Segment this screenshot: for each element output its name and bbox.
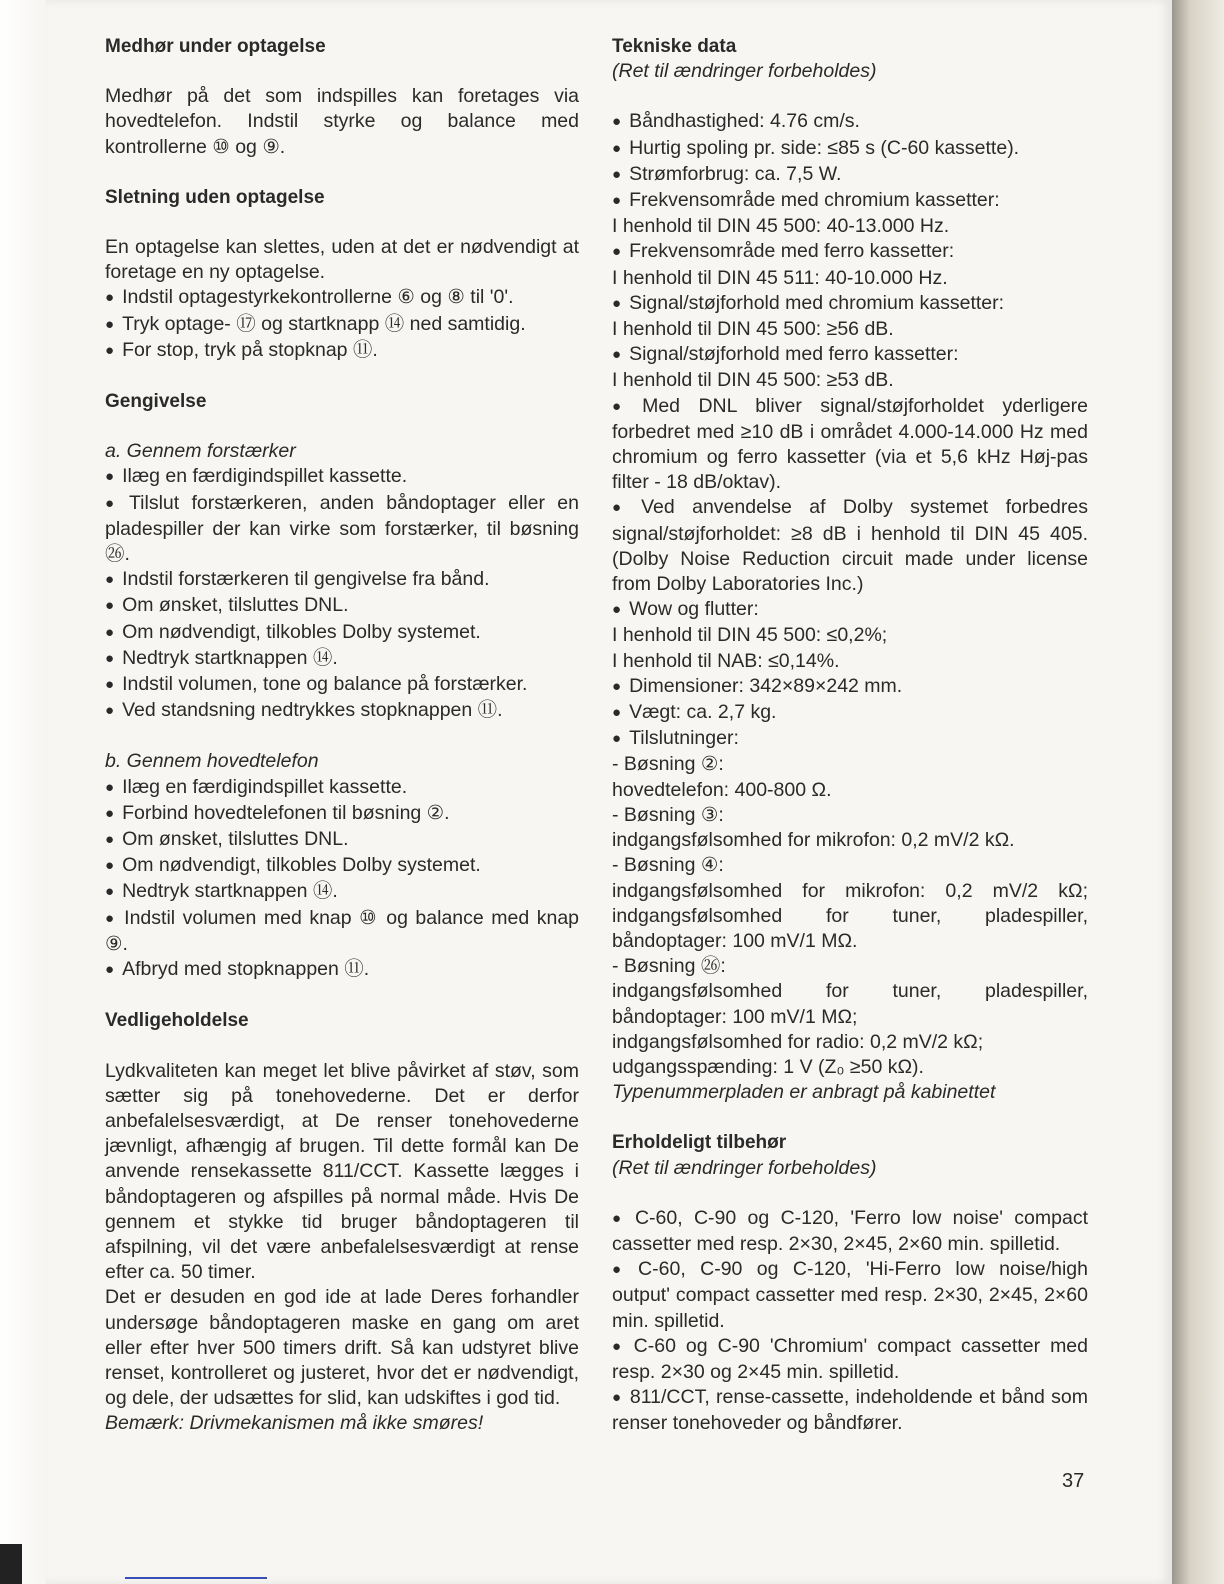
spec-line: - Bøsning ㉖: bbox=[612, 955, 726, 978]
spec-line: - Bøsning ②: bbox=[612, 753, 724, 776]
spec-line: I henhold til DIN 45 511: 40-10.000 Hz. bbox=[612, 266, 948, 289]
spec-line: ● Ved anvendelse af Dolby systemet forbedres signal/støjforholdet: ≥8 dB i henhold til DIN 45 405. (Dolby Noise Reduction circuit made under license from Dolby Laboratories Inc.) bbox=[612, 495, 1088, 597]
list-item: ● Tilslut forstærkeren, anden båndoptager eller en pladespiller der kan virke som forstærker, til bøsning ㉖. bbox=[105, 491, 579, 568]
list-item: ● Tryk optage- ⑰ og startknapp ⑭ ned samtidig. bbox=[105, 312, 579, 338]
spec-line: ● Tilslutninger: bbox=[612, 726, 1088, 752]
scan-shadow bbox=[0, 1544, 22, 1584]
heading-vedligeholdelse: Vedligeholdelse bbox=[105, 1010, 249, 1032]
spec-line: hovedtelefon: 400-800 Ω. bbox=[612, 778, 832, 801]
spec-line: ● Hurtig spoling pr. side: ≤85 s (C-60 kassette). bbox=[612, 136, 1088, 162]
spec-line: indgangsfølsomhed for mikrofon: 0,2 mV/2 kΩ. bbox=[612, 829, 1015, 852]
spec-line: I henhold til DIN 45 500: 40-13.000 Hz. bbox=[612, 215, 950, 238]
spec-line: ● Frekvensområde med ferro kassetter: bbox=[612, 239, 1088, 265]
list-item: ● Om nødvendigt, tilkobles Dolby systemet. bbox=[105, 853, 579, 879]
spec-line: ● Vægt: ca. 2,7 kg. bbox=[612, 700, 1088, 726]
subtitle-forbehold: (Ret til ændringer forbeholdes) bbox=[612, 60, 877, 83]
list-item: ● C-60, C-90 og C-120, 'Hi-Ferro low noise/high output' compact cassetter med resp. 2×30, 2×45, 2×60 min. spilletid. bbox=[612, 1257, 1088, 1334]
subheading-b: b. Gennem hovedtelefon bbox=[105, 750, 319, 773]
spec-line: ● Wow og flutter: bbox=[612, 597, 1088, 623]
spec-line: indgangsfølsomhed for radio: 0,2 mV/2 kΩ; bbox=[612, 1030, 984, 1053]
list-item: ● Ilæg en færdigindspillet kassette. bbox=[105, 775, 579, 801]
right-column bbox=[612, 34, 1088, 1437]
subheading-a: a. Gennem forstærker bbox=[105, 440, 296, 463]
list-item: ● Forbind hovedtelefonen til bøsning ②. bbox=[105, 801, 579, 827]
list-item: ● C-60, C-90 og C-120, 'Ferro low noise' compact cassetter med resp. 2×30, 2×45, 2×60 min. spilletid. bbox=[612, 1206, 1088, 1257]
page-edge bbox=[1172, 0, 1224, 1584]
list-item: ● C-60 og C-90 'Chromium' compact cassetter med resp. 2×30 og 2×45 min. spilletid. bbox=[612, 1334, 1088, 1385]
spec-line: indgangsfølsomhed for tuner, pladespiller, båndoptager: 100 mV/1 MΩ; bbox=[612, 980, 1088, 1028]
paragraph-vedligehold-1: Lydkvaliteten kan meget let blive påvirket af støv, som sætter sig på tonehovederne. Det er derfor anbefalelsesværdigt, at De renser tonehovederne jævnligt, afhængig af brugen. Til dette formål kan De anvende rensekassette 811/CCT. Kassette lægges i båndoptageren og afspilles på normal måde. Hvis De gennem et stykke tid bruger båndoptageren til afspilning, vil det være anbefalelsesværdigt at rense efter ca. 50 timer. bbox=[105, 1059, 579, 1284]
list-item: ● Ved standsning nedtrykkes stopknappen ⑪. bbox=[105, 698, 579, 724]
list-item: ● Nedtryk startknappen ⑭. bbox=[105, 879, 579, 905]
scan-mark bbox=[125, 1577, 267, 1579]
heading-tekniske-data: Tekniske data bbox=[612, 36, 737, 57]
list-item: ● Om ønsket, tilsluttes DNL. bbox=[105, 827, 579, 853]
spec-line: ● Båndhastighed: 4.76 cm/s. bbox=[612, 109, 1088, 135]
spec-line: ● Dimensioner: 342×89×242 mm. bbox=[612, 674, 1088, 700]
spec-line: ● Strømforbrug: ca. 7,5 W. bbox=[612, 162, 1088, 188]
list-item: ● Om ønsket, tilsluttes DNL. bbox=[105, 593, 579, 619]
spec-line: udgangsspænding: 1 V (Z₀ ≥50 kΩ). bbox=[612, 1055, 924, 1078]
spec-line: I henhold til DIN 45 500: ≤0,2%; bbox=[612, 624, 888, 647]
list-item: ● Indstil volumen med knap ⑩ og balance med knap ⑨. bbox=[105, 906, 579, 957]
list-item: ● Nedtryk startknappen ⑭. bbox=[105, 646, 579, 672]
paragraph-medhor: Medhør på det som indspilles kan foretages via hovedtelefon. Indstil styrke og balance med kontrollerne ⑩ og ⑨. bbox=[105, 85, 579, 158]
heading-sletning: Sletning uden optagelse bbox=[105, 186, 325, 208]
list-item: ● Afbryd med stopknappen ⑪. bbox=[105, 957, 579, 983]
spec-line: - Bøsning ③: bbox=[612, 803, 724, 826]
list-item: ● Indstil volumen, tone og balance på forstærker. bbox=[105, 672, 579, 698]
heading-medhor: Medhør under optagelse bbox=[105, 36, 326, 57]
spec-line: - Bøsning ④: bbox=[612, 854, 724, 877]
list-item: ● Indstil optagestyrkekontrollerne ⑥ og ⑧ til '0'. bbox=[105, 285, 579, 311]
spec-line: ● Signal/støjforhold med ferro kassetter: bbox=[612, 342, 1088, 368]
left-column bbox=[105, 34, 579, 1437]
page-number: 37 bbox=[1062, 1470, 1085, 1492]
paragraph-vedligehold-2: Det er desuden en god ide at lade Deres forhandler undersøge båndoptageren maske en gang om aret eller efter hver 500 timers drift. Så kan udstyret blive renset, kontrolleret og justeret, hvor det er nødvendigt, og dele, der udsættes for slid, kan udskiftes i god tid. bbox=[105, 1286, 579, 1410]
spec-line: ● Signal/støjforhold med chromium kassetter: bbox=[612, 291, 1088, 317]
spec-line: ● Frekvensområde med chromium kassetter: bbox=[612, 188, 1088, 214]
spec-line: I henhold til NAB: ≤0,14%. bbox=[612, 649, 840, 672]
heading-tilbehor: Erholdeligt tilbehør bbox=[612, 1132, 787, 1154]
list-item: ● Ilæg en færdigindspillet kassette. bbox=[105, 464, 579, 490]
binding-strip bbox=[0, 0, 46, 1584]
spec-line: I henhold til DIN 45 500: ≥56 dB. bbox=[612, 318, 894, 341]
heading-gengivelse: Gengivelse bbox=[105, 391, 207, 413]
spec-line: indgangsfølsomhed for mikrofon: 0,2 mV/2 kΩ; indgangsfølsomhed for tuner, pladespiller, båndoptager: 100 mV/1 MΩ. bbox=[612, 879, 1088, 952]
spec-line: I henhold til DIN 45 500: ≥53 dB. bbox=[612, 369, 894, 392]
subtitle-forbehold-2: (Ret til ændringer forbeholdes) bbox=[612, 1156, 877, 1179]
spec-line: ● Med DNL bliver signal/støjforholdet yderligere forbedret med ≥10 dB i området 4.000-14.000 Hz med chromium og ferro kassetter (via et 5,6 kHz Høj-pas filter - 18 dB/oktav). bbox=[612, 394, 1088, 496]
note-drivmekanisme: Bemærk: Drivmekanismen må ikke smøres! bbox=[105, 1412, 484, 1435]
spec-list bbox=[612, 109, 1088, 1080]
paragraph-sletning: En optagelse kan slettes, uden at det er nødvendigt at foretage en ny optagelse. bbox=[105, 236, 579, 284]
note-typenummer: Typenummerpladen er anbragt på kabinettet bbox=[612, 1081, 996, 1104]
list-item: ● For stop, tryk på stopknap ⑪. bbox=[105, 338, 579, 364]
list-item: ● 811/CCT, rense-cassette, indeholdende et bånd som renser tonehoveder og båndfører. bbox=[612, 1385, 1088, 1436]
list-item: ● Om nødvendigt, tilkobles Dolby systemet. bbox=[105, 620, 579, 646]
list-item: ● Indstil forstærkeren til gengivelse fra bånd. bbox=[105, 567, 579, 593]
